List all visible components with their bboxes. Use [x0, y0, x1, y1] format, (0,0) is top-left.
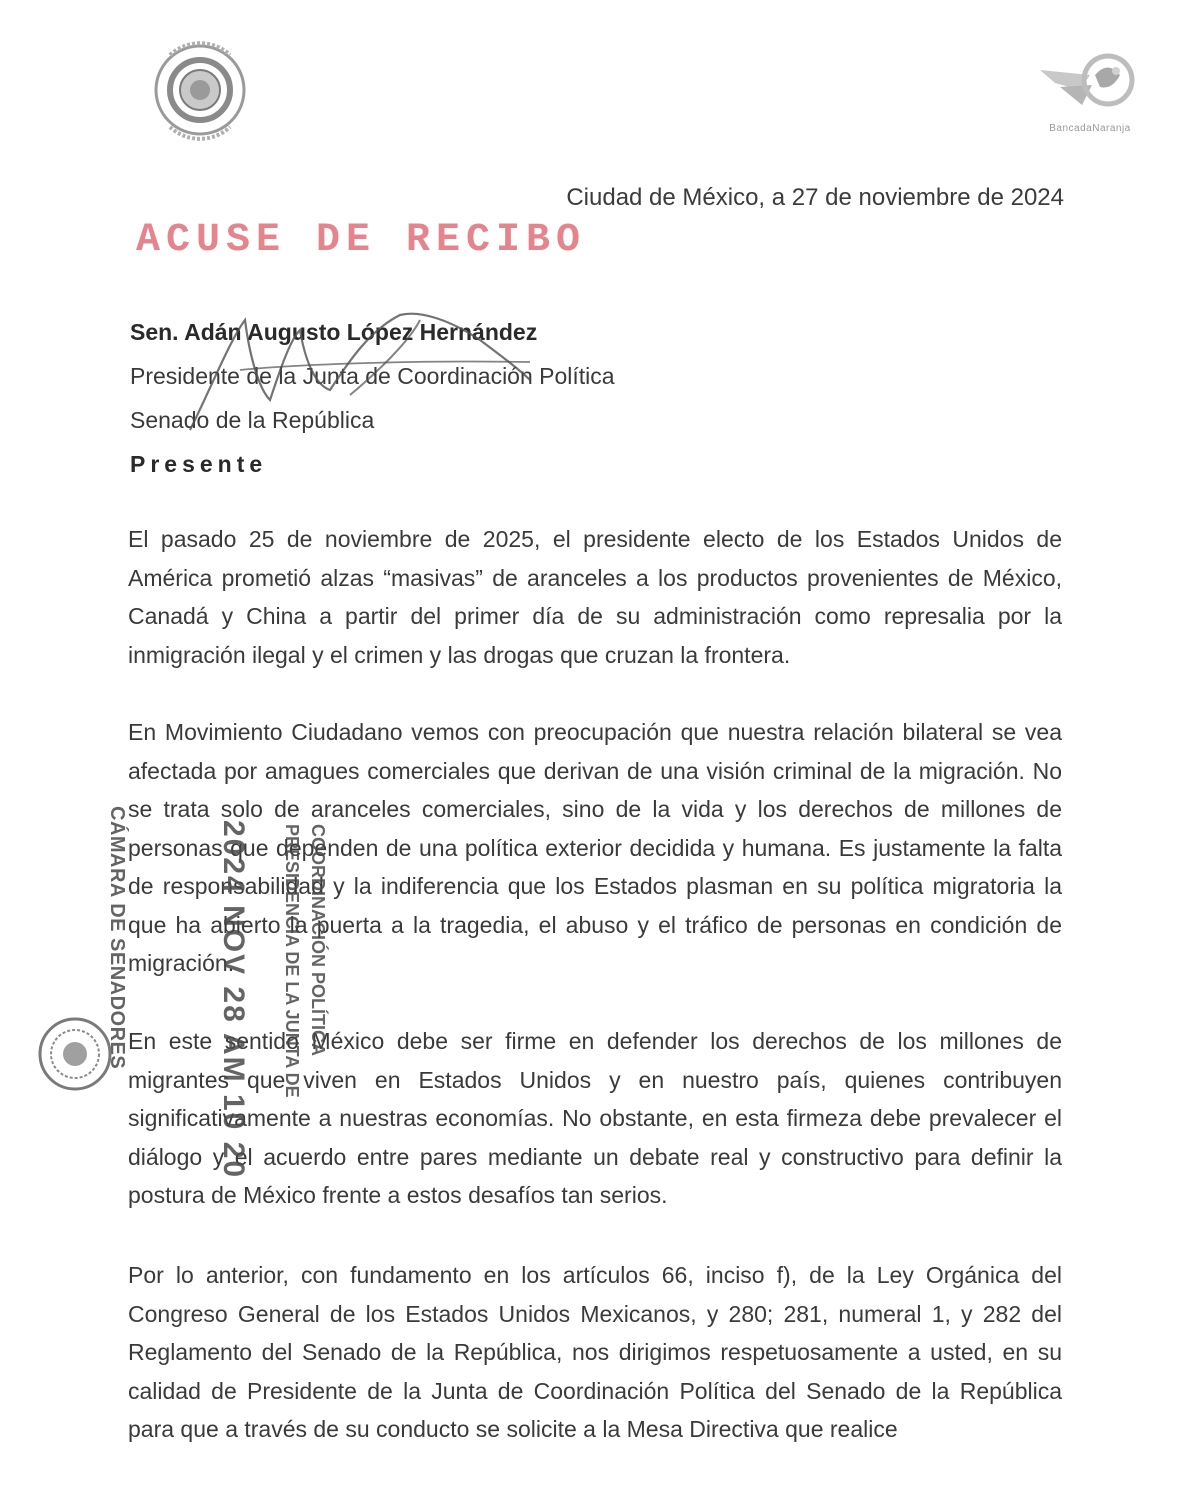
handwritten-signature [150, 300, 570, 440]
senate-seal-logo [140, 35, 260, 145]
addressee-name: Sen. Adán Augusto López Hernández [130, 319, 538, 345]
acuse-de-recibo-stamp: ACUSE DE RECIBO [136, 218, 587, 263]
addressee-title: Presidente de la Junta de Coordinación Política [130, 363, 615, 389]
stamp-chamber: CÁMARA DE SENADORES [106, 806, 128, 1070]
addressee-institution: Senado de la República [130, 407, 375, 433]
body-paragraph-1 [128, 520, 1062, 674]
reception-stamp [36, 800, 328, 1180]
body-paragraph-4 [128, 1256, 1062, 1449]
salutation: Presente [130, 451, 268, 477]
bancada-naranja-logo [1020, 45, 1160, 145]
eagle-icon [1020, 45, 1160, 120]
stamp-office-line2: COORDINACIÓN POLÍTICA [308, 824, 328, 1056]
paragraph-text: El pasado 25 de noviembre de 2025, el presidente electo de los Estados Unidos de América prometió alzas “masivas” de aranceles a los productos provenientes de México, Canadá y China a partir del primer día de su administración como represalia por la inmigración ilegal y el crimen y las drogas que cruzan la frontera. [128, 526, 1062, 668]
dateline: Ciudad de México, a 27 de noviembre de 2024 [566, 184, 1064, 211]
stamp-datetime: 2024 NOV 28 AM 10 20 [217, 820, 250, 1180]
stamp-office-line1: PRESIDENCIA DE LA JUNTA DE [282, 824, 302, 1098]
paragraph-text: En este sentido México debe ser firme en defender los derechos de los millones de migrantes que viven en Estados Unidos y en nuestro país, quienes contribuyen significativamente a nuestras economías. No obstante, en esta firmeza debe prevalecer el diálogo y el acuerdo entre pares mediante un debate real y constructivo para definir la postura de México frente a estos desafíos tan serios. [128, 1028, 1062, 1208]
stamp-seal-icon [36, 1015, 114, 1093]
brand-name: BancadaNaranja [1049, 123, 1131, 134]
paragraph-text: En Movimiento Ciudadano vemos con preocupación que nuestra relación bilateral se vea afectada por amagues comerciales que derivan de una visión criminal de la migración. No se trata solo de aranceles comerciales, sino de la vida y los derechos de millones de personas que dependen de una política exterior decidida y humana. Es justamente la falta de responsabilidad y la indiferencia que los Estados plasman en su política migratoria la que ha abierto la puerta a la tragedia, el abuso y el tráfico de personas en condición de migración. [128, 719, 1062, 976]
paragraph-text: Por lo anterior, con fundamento en los artículos 66, inciso f), de la Ley Orgánica del Congreso General de los Estados Unidos Mexicanos, y 280; 281, numeral 1, y 282 del Reglamento del Senado de la República, nos dirigimos respetuosamente a usted, en su calidad de Presidente de la Junta de Coordinación Política del Senado de la República para que a través de su conducto se solicite a la Mesa Directiva que realice [128, 1262, 1062, 1442]
